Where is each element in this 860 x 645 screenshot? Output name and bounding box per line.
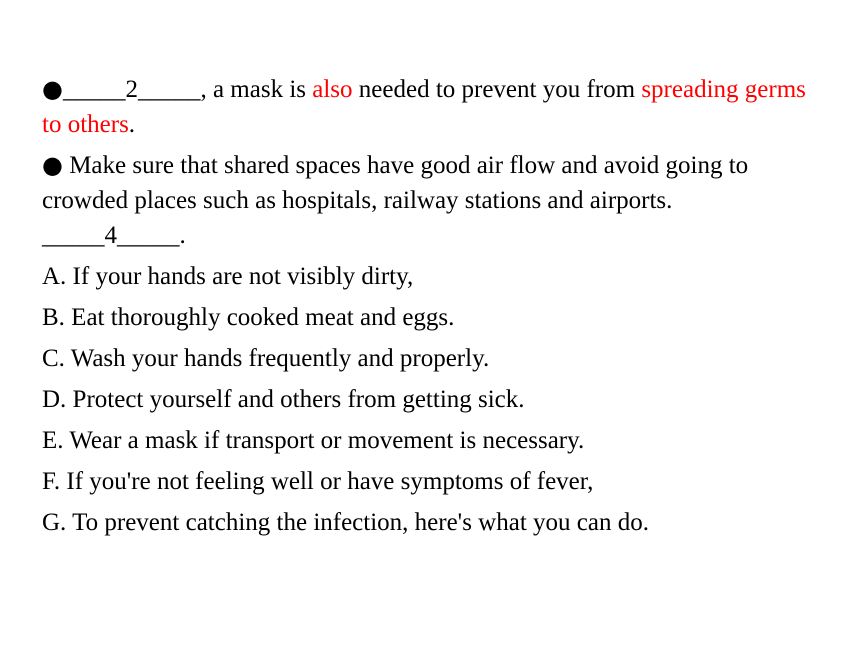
option-b: B. Eat thoroughly cooked meat and eggs. xyxy=(42,304,455,331)
text-segment: Make sure that shared spaces have good air flow and avoid going to crowded places such as hospitals, railway stations and airports. xyxy=(42,152,749,214)
option-e: E. Wear a mask if transport or movement is necessary. xyxy=(42,427,585,454)
paragraph-air-flow xyxy=(42,148,822,253)
highlight-spreading-germs: spreading germs to others xyxy=(42,76,806,138)
slide-content xyxy=(42,72,822,546)
text-segment: . xyxy=(179,222,186,249)
option-g: G. To prevent catching the infection, here's what you can do. xyxy=(42,509,649,536)
text-segment: , a mask is xyxy=(200,76,313,103)
highlight-also: also xyxy=(312,76,353,103)
bullet-icon: ● xyxy=(42,75,63,103)
bullet-icon: ● xyxy=(42,151,63,179)
text-segment: needed to prevent you from xyxy=(352,76,642,103)
paragraph-mask xyxy=(42,72,822,142)
option-f: F. If you're not feeling well or have symptoms of fever, xyxy=(42,468,594,495)
blank-4: _____4_____ xyxy=(42,222,180,249)
option-c: C. Wash your hands frequently and properly. xyxy=(42,345,490,372)
option-d: D. Protect yourself and others from getting sick. xyxy=(42,386,525,413)
text-segment: . xyxy=(128,111,136,138)
blank-2: _____2_____ xyxy=(62,76,201,103)
option-a: A. If your hands are not visibly dirty, xyxy=(42,263,414,290)
